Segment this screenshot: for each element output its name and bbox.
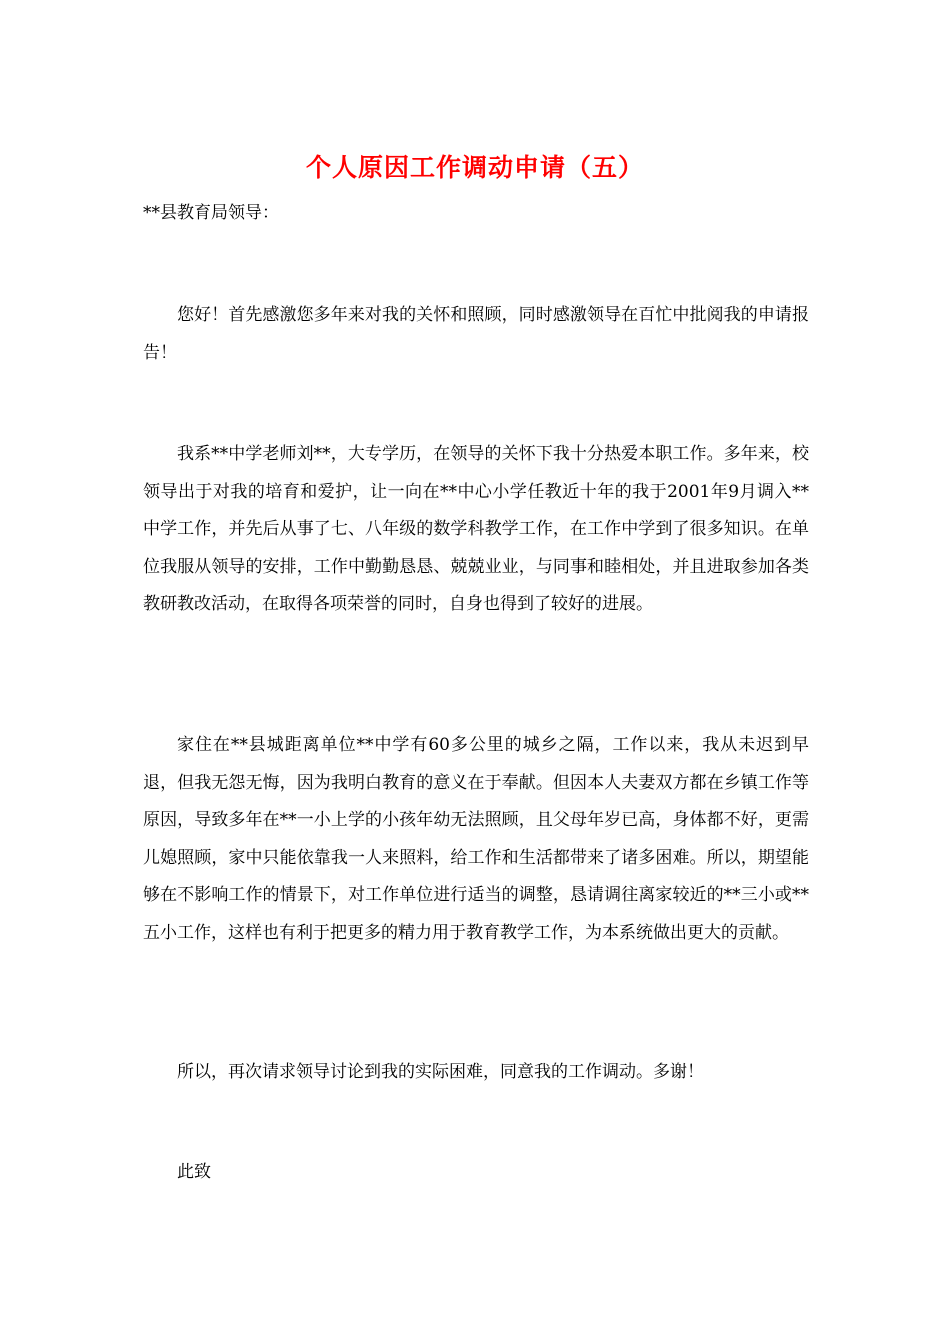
salutation: **县教育局领导： bbox=[143, 203, 279, 223]
paragraph-reasons: 家住在**县城距离单位**中学有60多公里的城乡之隔，工作以来，我从未迟到早退，但我无怨无悔，因为我明白教育的意义在于奉献。但因本人夫妻双方都在乡镇工作等原因，导致多年在**一小上学的小孩年幼无法照顾，且父母年岁已高，身体都不好，更需儿媳照顾，家中只能依靠我一人来照料，给工作和生活都带来了诸多困难。所以，期望能够在不影响工作的情景下，对工作单位进行适当的调整，恳请调往离家较近的**三小或**五小工作，这样也有利于把更多的精力用于教育教学工作，为本系统做出更大的贡献。 bbox=[143, 735, 809, 943]
paragraph-greeting: 您好！首先感激您多年来对我的关怀和照顾，同时感激领导在百忙中批阅我的申请报告！ bbox=[143, 305, 809, 363]
paragraph-background: 我系**中学老师刘**，大专学历，在领导的关怀下我十分热爱本职工作。多年来，校领导出于对我的培育和爱护，让一向在**中心小学任教近十年的我于2001年9月调入**中学工作，并先后从事了七、八年级的数学科教学工作，在工作中学到了很多知识。在单位我服从领导的安排，工作中勤勤恳恳、兢兢业业，与同事和睦相处，并且进取参加各类教研教改活动，在取得各项荣誉的同时，自身也得到了较好的进展。 bbox=[143, 444, 809, 614]
paragraph-request: 所以，再次请求领导讨论到我的实际困难，同意我的工作调动。多谢！ bbox=[177, 1062, 704, 1082]
document-title: 个人原因工作调动申请（五） bbox=[305, 153, 644, 182]
closing-phrase: 此致 bbox=[177, 1162, 211, 1182]
